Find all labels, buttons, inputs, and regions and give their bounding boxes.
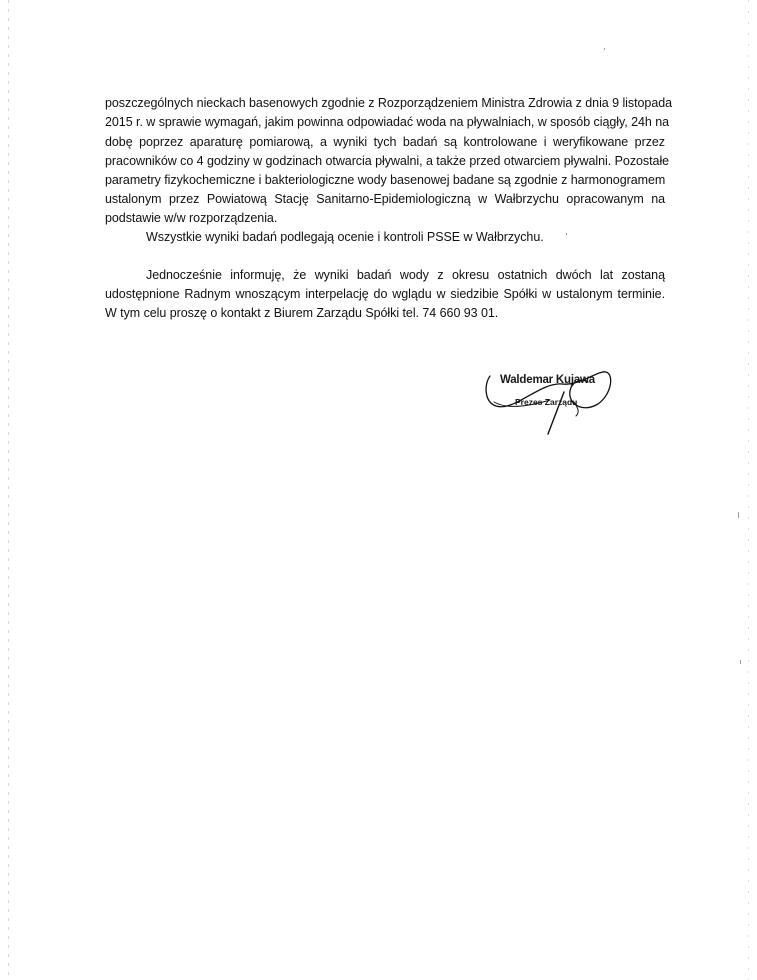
paragraph-1-line-3: dobę poprzez aparaturę pomiarową, a wyniki tych badań są kontrolowane i weryfikowane przez bbox=[105, 135, 665, 149]
scan-edge-left bbox=[8, 0, 9, 980]
paragraph-1-line-1: poszczególnych nieckach basenowych zgodnie z Rozporządzeniem Ministra Zdrowia z dnia 9 listopada bbox=[105, 96, 673, 110]
paragraph-1-line-4: pracowników co 4 godziny w godzinach otwarcia pływalni, a także przed otwarciem pływalni. Pozostałe bbox=[105, 154, 670, 168]
paragraph-1-line-6: ustalonym przez Powiatową Stację Sanitarno-Epidemiologiczną w Wałbrzychu opracowanym na bbox=[105, 192, 665, 206]
paragraph-2-line-1: Wszystkie wyniki badań podlegają ocenie i kontroli PSSE w Wałbrzychu. bbox=[146, 230, 544, 244]
signature-name: Waldemar Kujawa bbox=[500, 374, 595, 386]
paragraph-3-line-1: Jednocześnie informuję, że wyniki badań wody z okresu ostatnich dwóch lat zostaną bbox=[146, 268, 665, 282]
scan-speck bbox=[604, 48, 605, 50]
signature-stamp bbox=[480, 362, 620, 442]
paragraph-1-line-2: 2015 r. w sprawie wymagań, jakim powinna odpowiadać woda na pływalniach, w sposób ciągły, 24h na bbox=[105, 115, 670, 129]
scan-edge-right bbox=[748, 0, 749, 980]
paragraph-1-line-7: podstawie w/w rozporządzenia. bbox=[105, 211, 278, 225]
handwritten-signature bbox=[480, 362, 620, 442]
signature-role: Prezes Zarządu bbox=[515, 397, 578, 407]
scan-speck bbox=[738, 512, 739, 518]
scan-speck bbox=[740, 660, 741, 664]
paragraph-3-line-3: W tym celu proszę o kontakt z Biurem Zarządu Spółki tel. 74 660 93 01. bbox=[105, 306, 499, 320]
paragraph-1-line-5: parametry fizykochemiczne i bakteriologiczne wody basenowej badane są zgodnie z harmonogramem bbox=[105, 173, 666, 187]
paragraph-3-line-2: udostępnione Radnym wnoszącym interpelację do wglądu w siedzibie Spółki w ustalonym terminie. bbox=[105, 287, 665, 301]
scan-speck bbox=[566, 233, 567, 235]
